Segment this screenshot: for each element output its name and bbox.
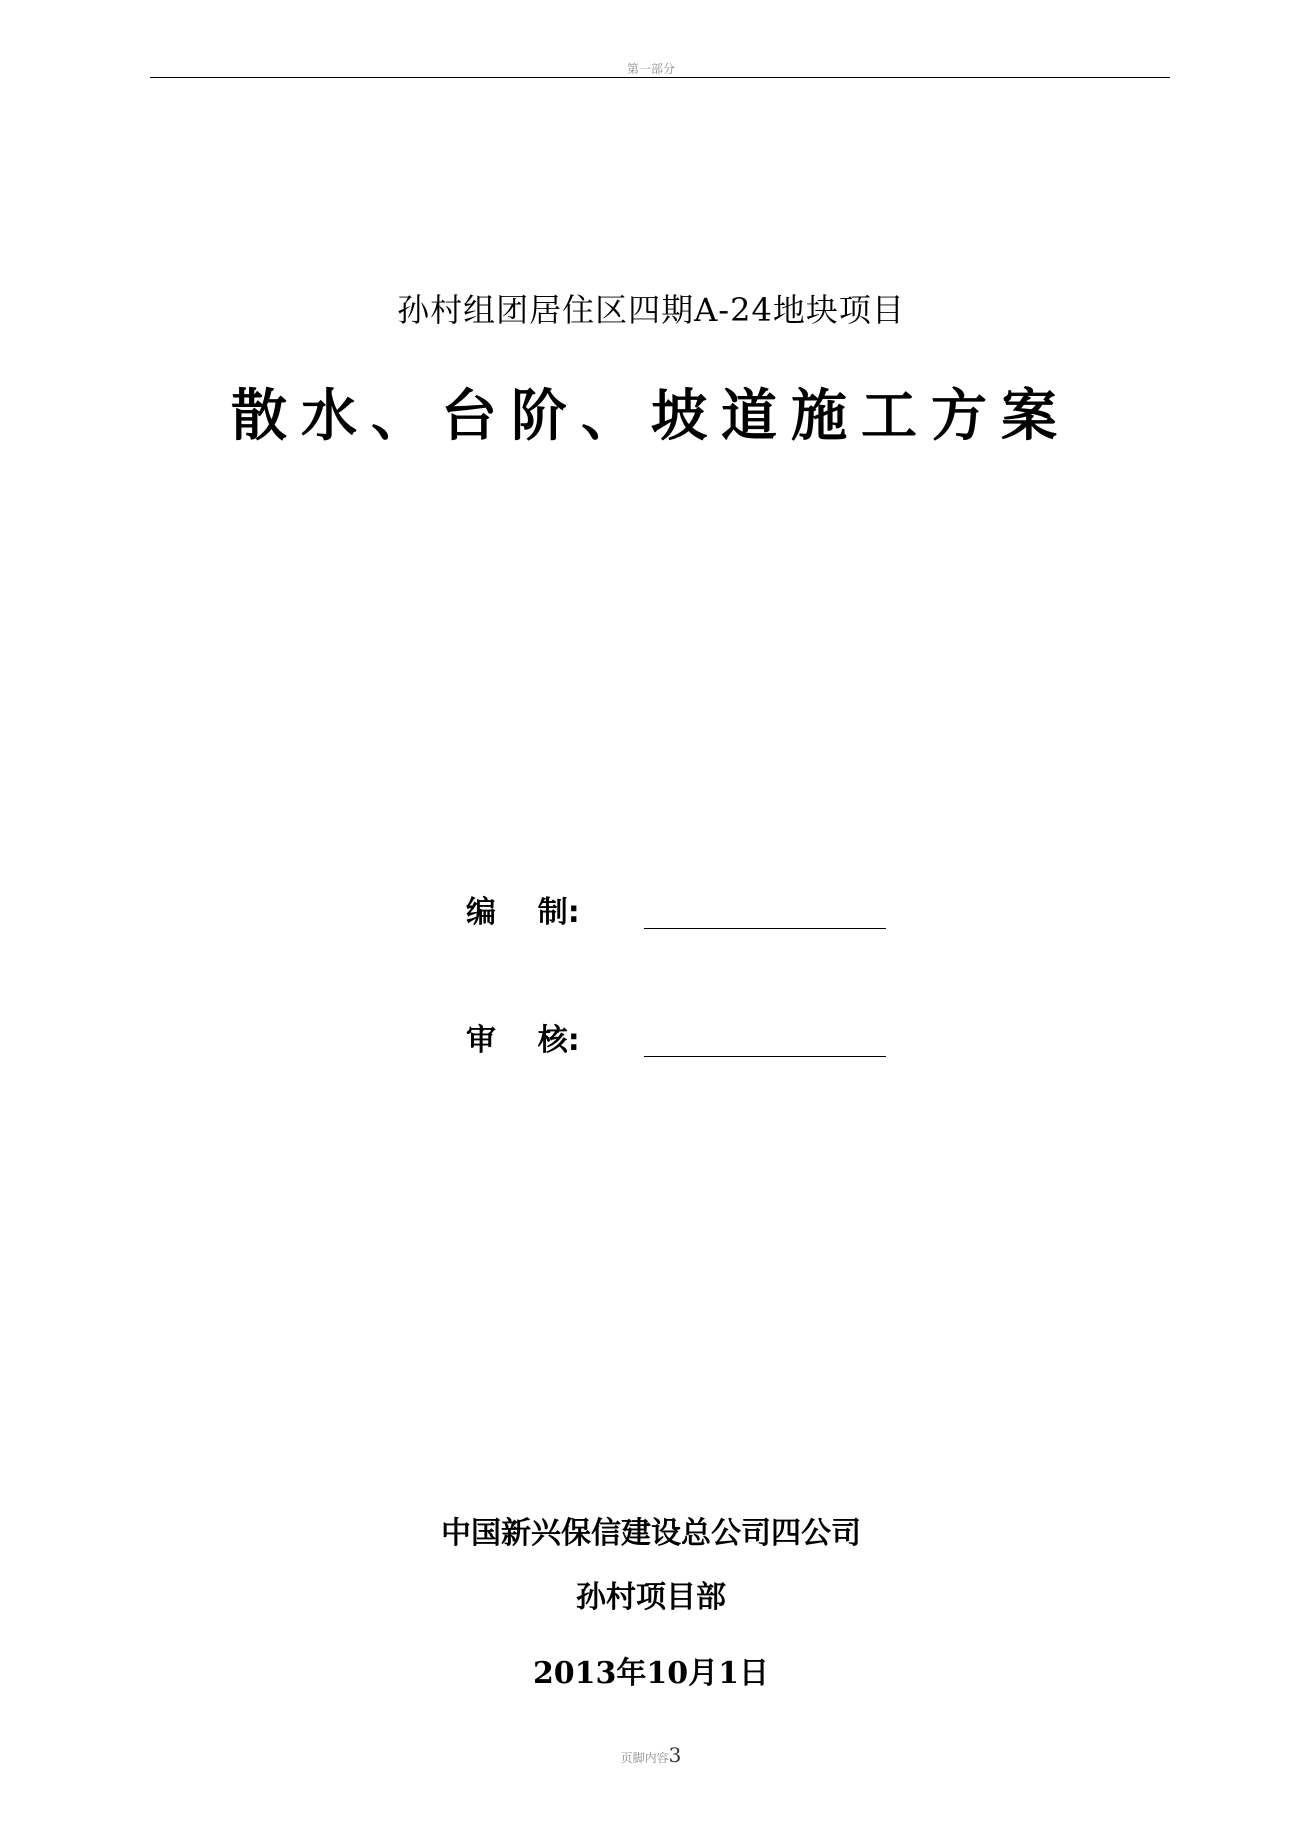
reviewed-by-signature-line (644, 1056, 886, 1057)
page-footer (0, 1743, 1302, 1767)
document-title: 散水、台阶、坡道施工方案 (231, 384, 1071, 449)
header-text: 第一部分 (626, 62, 675, 76)
company-name: 中国新兴保信建设总公司四公司 (441, 1516, 861, 1551)
department-name: 孙村项目部 (576, 1580, 726, 1615)
header-rule (150, 77, 1170, 78)
document-date: 2013年10月1日 (532, 1656, 770, 1691)
prepared-by-label: 编 制: (466, 895, 580, 930)
page-number: 3 (668, 1743, 682, 1767)
reviewed-by-label: 审 核: (466, 1023, 580, 1058)
footer-text: 页脚内容 (620, 1751, 669, 1765)
prepared-by-signature-line (644, 928, 886, 929)
project-name: 孙村组团居住区四期A-24地块项目 (397, 291, 905, 329)
reviewed-by-row (466, 1021, 886, 1061)
prepared-by-row (466, 893, 886, 933)
